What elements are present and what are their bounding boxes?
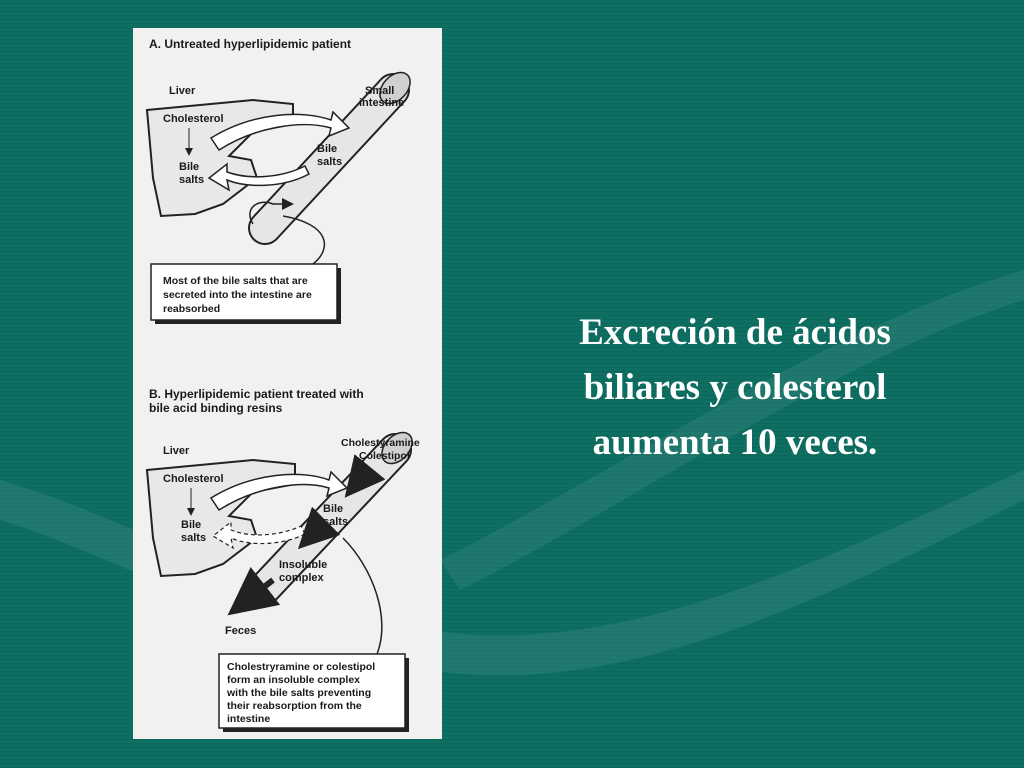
bile-salts-liver-b-1: Bile bbox=[181, 519, 202, 531]
note-a-line-1: Most of the bile salts that are bbox=[163, 275, 308, 287]
panel-b-heading-2: bile acid binding resins bbox=[149, 401, 283, 415]
cholesterol-label-b: Cholesterol bbox=[163, 473, 224, 485]
drug-label-2: Colestipol bbox=[359, 450, 410, 462]
cholesterol-label-a: Cholesterol bbox=[163, 113, 224, 125]
bile-salts-intestine-b-2: salts bbox=[323, 516, 349, 528]
bile-salts-intestine-b-1: Bile bbox=[323, 503, 344, 515]
complex-label-1: Insoluble bbox=[279, 559, 328, 571]
bile-salts-liver-a-2: salts bbox=[179, 174, 205, 186]
bile-salts-intestine-a-1: Bile bbox=[317, 143, 338, 155]
small-intestine-label-a-1: Small bbox=[365, 85, 395, 97]
note-b-line-2: form an insoluble complex bbox=[227, 674, 361, 686]
slide-title-line-2: biliares y colesterol bbox=[583, 367, 887, 408]
liver-label-b: Liver bbox=[163, 445, 190, 457]
drug-label-1: Cholestyramine bbox=[341, 437, 420, 449]
note-b-line-4: their reabsorption from the bbox=[227, 700, 362, 712]
complex-label-2: complex bbox=[279, 572, 324, 584]
slide-title-line-3: aumenta 10 veces. bbox=[592, 422, 878, 463]
panel-b-heading-1: B. Hyperlipidemic patient treated with bbox=[149, 387, 364, 401]
bile-salts-intestine-a-2: salts bbox=[317, 156, 343, 168]
panel-a-heading: A. Untreated hyperlipidemic patient bbox=[149, 37, 352, 51]
slide-title-line-1: Excreción de ácidos bbox=[579, 312, 891, 353]
note-b-line-5: intestine bbox=[227, 713, 271, 725]
feces-label: Feces bbox=[225, 625, 257, 637]
note-b-line-1: Cholestryramine or colestipol bbox=[227, 661, 376, 673]
bile-acid-diagram bbox=[133, 28, 442, 739]
note-b-line-3: with the bile salts preventing bbox=[227, 687, 372, 699]
small-intestine-label-a-2: intestine bbox=[359, 97, 405, 109]
note-pointer-b bbox=[343, 538, 382, 654]
note-a-line-2: secreted into the intestine are bbox=[163, 289, 312, 301]
bile-salts-liver-a-1: Bile bbox=[179, 161, 200, 173]
liver-label-a: Liver bbox=[169, 85, 196, 97]
bile-salts-liver-b-2: salts bbox=[181, 532, 207, 544]
slide-title bbox=[520, 305, 950, 470]
note-a-line-3: reabsorbed bbox=[163, 303, 221, 315]
